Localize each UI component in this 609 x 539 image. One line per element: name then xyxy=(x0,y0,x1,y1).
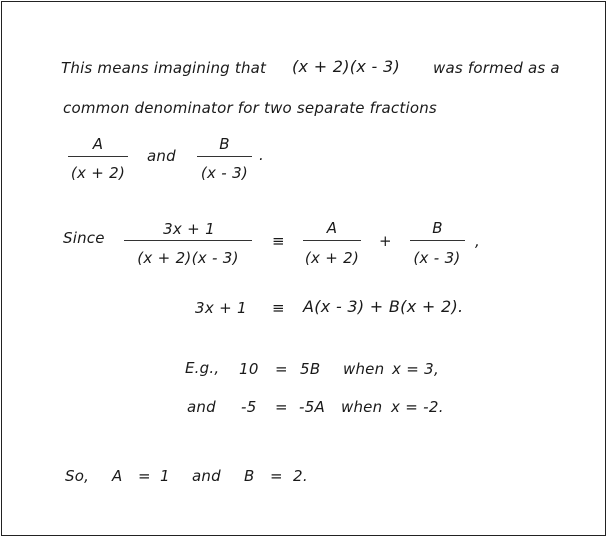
fraction-a-denominator: (x + 2) xyxy=(70,164,126,182)
lhs-numerator: 3x + 1 xyxy=(163,220,215,238)
eg2-left: -5 xyxy=(241,398,257,416)
eg1-when: when xyxy=(343,360,385,378)
rhs1-denominator: (x + 2) xyxy=(304,249,360,267)
intro-text-1: This means imagining that xyxy=(61,59,267,77)
lhs-fraction-bar xyxy=(124,240,252,241)
so-v1: 1 xyxy=(160,467,170,485)
so-v2: 2. xyxy=(293,467,308,485)
plus-symbol: + xyxy=(379,232,392,250)
lhs-denominator: (x + 2)(x - 3) xyxy=(137,249,239,267)
fraction-period: . xyxy=(259,146,265,164)
eg2-right: -5A xyxy=(299,398,326,416)
so-and: and xyxy=(192,467,221,485)
equiv-symbol-1: ≡ xyxy=(272,232,285,250)
fraction-a-bar xyxy=(68,156,128,157)
eg-lead: E.g., xyxy=(185,359,220,377)
rhs1-fraction-bar xyxy=(303,240,361,241)
since-text: Since xyxy=(63,229,105,247)
page-frame xyxy=(1,1,606,536)
fraction-b-numerator: B xyxy=(219,135,230,153)
fraction-b-denominator: (x - 3) xyxy=(200,164,249,182)
eg1-left: 10 xyxy=(239,360,259,378)
rhs2-fraction-bar xyxy=(410,240,465,241)
so-lead: So, xyxy=(65,467,90,485)
fraction-b-bar xyxy=(197,156,252,157)
eg2-cond: x = -2. xyxy=(391,398,444,416)
eg1-eq: = xyxy=(275,360,288,378)
since-comma: , xyxy=(475,232,481,250)
eg2-eq: = xyxy=(275,398,288,416)
so-b: B xyxy=(244,467,255,485)
identity-lhs: 3x + 1 xyxy=(195,299,247,317)
intro-text-3: common denominator for two separate fractions xyxy=(63,99,437,117)
eg2-lead: and xyxy=(187,398,216,416)
so-eq1: = xyxy=(138,467,151,485)
rhs1-numerator: A xyxy=(326,219,338,237)
eg1-right: 5B xyxy=(300,360,321,378)
equiv-symbol-2: ≡ xyxy=(272,299,285,317)
so-a: A xyxy=(112,467,123,485)
intro-text-2: was formed as a xyxy=(433,59,560,77)
identity-rhs: A(x - 3) + B(x + 2). xyxy=(303,297,464,316)
eg1-cond: x = 3, xyxy=(392,360,440,378)
and-text: and xyxy=(147,147,176,165)
eg2-when: when xyxy=(341,398,383,416)
rhs2-numerator: B xyxy=(432,219,443,237)
so-eq2: = xyxy=(270,467,283,485)
fraction-a-numerator: A xyxy=(92,135,104,153)
rhs2-denominator: (x - 3) xyxy=(413,249,461,267)
expression-product: (x + 2)(x - 3) xyxy=(292,57,400,76)
